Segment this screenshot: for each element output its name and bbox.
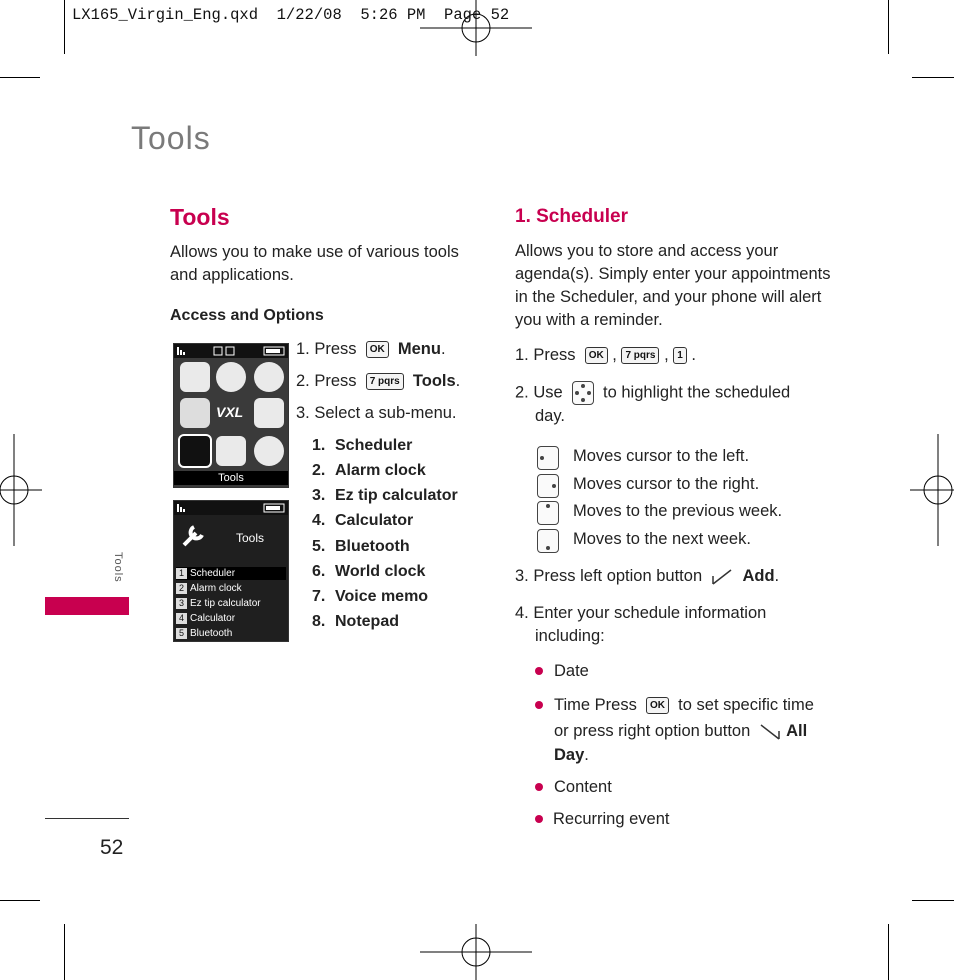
submenu-item <box>312 613 399 631</box>
crop-mark <box>0 77 40 78</box>
signal-battery-icons <box>174 344 288 358</box>
bullet-icon <box>535 667 543 675</box>
bullet-date: Date <box>554 662 589 680</box>
submenu-item <box>312 437 412 455</box>
scheduler-intro <box>515 240 831 332</box>
nav-key-down-icon <box>537 529 559 553</box>
registration-mark-right <box>910 434 954 546</box>
scheduler-step-1: 1. Press OK , 7 pqrs , 1 . <box>515 346 696 364</box>
nav-key-right-icon <box>537 474 559 498</box>
nav-move-desc: Moves to the next week. <box>573 530 751 548</box>
item-number: 6. <box>312 563 326 580</box>
item-number: 5. <box>312 538 326 555</box>
item-label: Ez tip calculator <box>190 598 261 609</box>
scheduler-step-2 <box>515 381 790 405</box>
phone-title: Tools <box>236 531 265 545</box>
step-bold: All <box>786 722 808 740</box>
wrench-icon <box>178 434 212 468</box>
step-1: 1. Press OK Menu. <box>296 340 446 358</box>
nav-move-desc: Moves cursor to the right. <box>573 475 760 493</box>
item-label: Bluetooth <box>190 628 233 639</box>
key-1-icon: 1 <box>673 347 687 364</box>
scheduler-step-3: 3. Press left option button Add. <box>515 567 780 585</box>
item-index: 2 <box>176 583 187 594</box>
item-label: Notepad <box>335 613 399 630</box>
phone-list-item <box>176 567 286 580</box>
scheduler-step-4 <box>515 602 766 648</box>
step-bold: Tools <box>412 372 456 390</box>
phone-screenshot-tools <box>173 500 289 642</box>
item-number: 1. <box>312 437 326 454</box>
crop-mark <box>912 900 954 901</box>
submenu-item <box>312 538 410 556</box>
page-title: Tools <box>131 120 211 156</box>
side-tab-bar <box>45 597 129 615</box>
intro-line: Allows you to make use of various tools <box>170 243 459 261</box>
bullet-icon <box>535 815 543 823</box>
nav-move-desc: Moves to the previous week. <box>573 502 783 520</box>
intro-line: in the Scheduler, and your phone will alert <box>515 288 822 306</box>
step-bold: Day <box>554 746 585 764</box>
briefcase-icon <box>180 362 210 392</box>
left-softkey-icon <box>711 568 733 586</box>
call-icon <box>216 436 246 466</box>
step-text: 2. Use <box>515 383 563 402</box>
item-index: 4 <box>176 613 187 624</box>
crop-mark <box>64 0 65 54</box>
intro-line: and applications. <box>170 266 294 284</box>
tools-intro <box>170 241 459 287</box>
submenu-item <box>312 563 425 581</box>
item-number: 7. <box>312 588 326 605</box>
status-bar <box>174 344 288 358</box>
status-bar <box>174 501 288 515</box>
right-softkey-icon <box>759 723 781 741</box>
step-bold: Menu <box>397 340 441 358</box>
ok-key-icon: OK <box>585 347 608 364</box>
step-text: including: <box>535 627 605 645</box>
wrench-icon <box>178 521 208 551</box>
step-text: 2. Press <box>296 372 357 390</box>
submenu-item <box>312 588 428 606</box>
phone-list-item <box>176 612 286 625</box>
footer-rule <box>45 818 129 819</box>
phone-caption: Tools <box>174 471 288 485</box>
step-3: 3. Select a sub-menu. <box>296 404 457 422</box>
registration-mark-bottom <box>420 924 532 980</box>
step-text: to highlight the scheduled <box>603 383 791 402</box>
step-text: 3. Press left option button <box>515 567 703 585</box>
item-number: 3. <box>312 487 326 504</box>
nav-move-desc: Moves cursor to the left. <box>573 447 750 465</box>
dollar-icon <box>216 362 246 392</box>
submenu-item <box>312 462 426 480</box>
bullet-icon <box>535 701 543 709</box>
phone-list-item <box>176 582 286 595</box>
nav-key-icon <box>572 381 594 405</box>
crop-mark <box>64 924 65 980</box>
item-number: 8. <box>312 613 326 630</box>
item-index: 1 <box>176 568 187 579</box>
envelope-icon <box>254 398 284 428</box>
item-label: Alarm clock <box>335 462 426 479</box>
ok-key-icon: OK <box>366 341 389 358</box>
crop-mark <box>0 900 40 901</box>
step-bold: Add <box>742 567 775 585</box>
crop-mark <box>912 77 954 78</box>
bullet-time <box>554 694 814 717</box>
step-text: Time Press <box>554 696 637 714</box>
ok-key-icon: OK <box>646 697 669 714</box>
bullet-content: Content <box>554 778 612 796</box>
item-label: Calculator <box>190 613 236 624</box>
bullet-recurring: Recurring event <box>553 810 670 828</box>
item-index: 3 <box>176 598 187 609</box>
submenu-item <box>312 512 413 530</box>
key-7-icon: 7 pqrs <box>366 373 404 390</box>
item-label: Bluetooth <box>335 538 410 555</box>
crop-mark <box>888 0 889 54</box>
bullet-icon <box>535 783 543 791</box>
print-slug: LX165_Virgin_Eng.qxd 1/22/08 5:26 PM Page 52 <box>72 6 510 24</box>
item-label: Ez tip calculator <box>335 487 458 504</box>
item-number: 4. <box>312 512 326 529</box>
step-text: 1. Press <box>296 340 357 358</box>
settings-icon <box>254 362 284 392</box>
item-number: 2. <box>312 462 326 479</box>
step-text: 4. Enter your schedule information <box>515 604 767 622</box>
step-text: or press right option button <box>554 722 751 740</box>
signal-battery-icons <box>174 501 288 515</box>
nav-key-left-icon <box>537 446 559 470</box>
item-label: Voice memo <box>335 588 429 605</box>
submenu-item <box>312 487 458 505</box>
section-heading-tools: Tools <box>170 204 230 230</box>
crop-mark <box>888 924 889 980</box>
side-tab-label: Tools <box>112 552 124 583</box>
step-2: 2. Press 7 pqrs Tools. <box>296 372 461 390</box>
item-label: Scheduler <box>335 437 413 454</box>
phone-list-item <box>176 627 286 640</box>
item-label: Alarm clock <box>190 583 242 594</box>
item-label: Scheduler <box>190 568 236 579</box>
item-label: World clock <box>335 563 426 580</box>
contacts-icon <box>180 398 210 428</box>
phone-list-item <box>176 597 286 610</box>
registration-mark-left <box>0 434 42 546</box>
step-text: 1. Press <box>515 346 576 364</box>
section-heading-scheduler: 1. Scheduler <box>515 206 628 227</box>
item-index: 5 <box>176 628 187 639</box>
intro-line: agenda(s). Simply enter your appointments <box>515 265 831 283</box>
intro-line: you with a reminder. <box>515 311 663 329</box>
step-text: to set specific time <box>678 696 814 714</box>
item-label: Calculator <box>335 512 414 529</box>
scheduler-step-2-cont: day. <box>535 407 565 425</box>
phone-screenshot-menu <box>173 343 289 488</box>
page-number: 52 <box>100 836 124 859</box>
key-7-icon: 7 pqrs <box>621 347 659 364</box>
bullet-time-cont2: Day. <box>554 746 589 764</box>
nav-key-up-icon <box>537 501 559 525</box>
intro-line: Allows you to store and access your <box>515 242 779 260</box>
bullet-time-cont <box>554 720 807 743</box>
access-options-heading: Access and Options <box>170 307 324 324</box>
vxl-logo: VXL <box>216 404 244 420</box>
globe-icon <box>254 436 284 466</box>
